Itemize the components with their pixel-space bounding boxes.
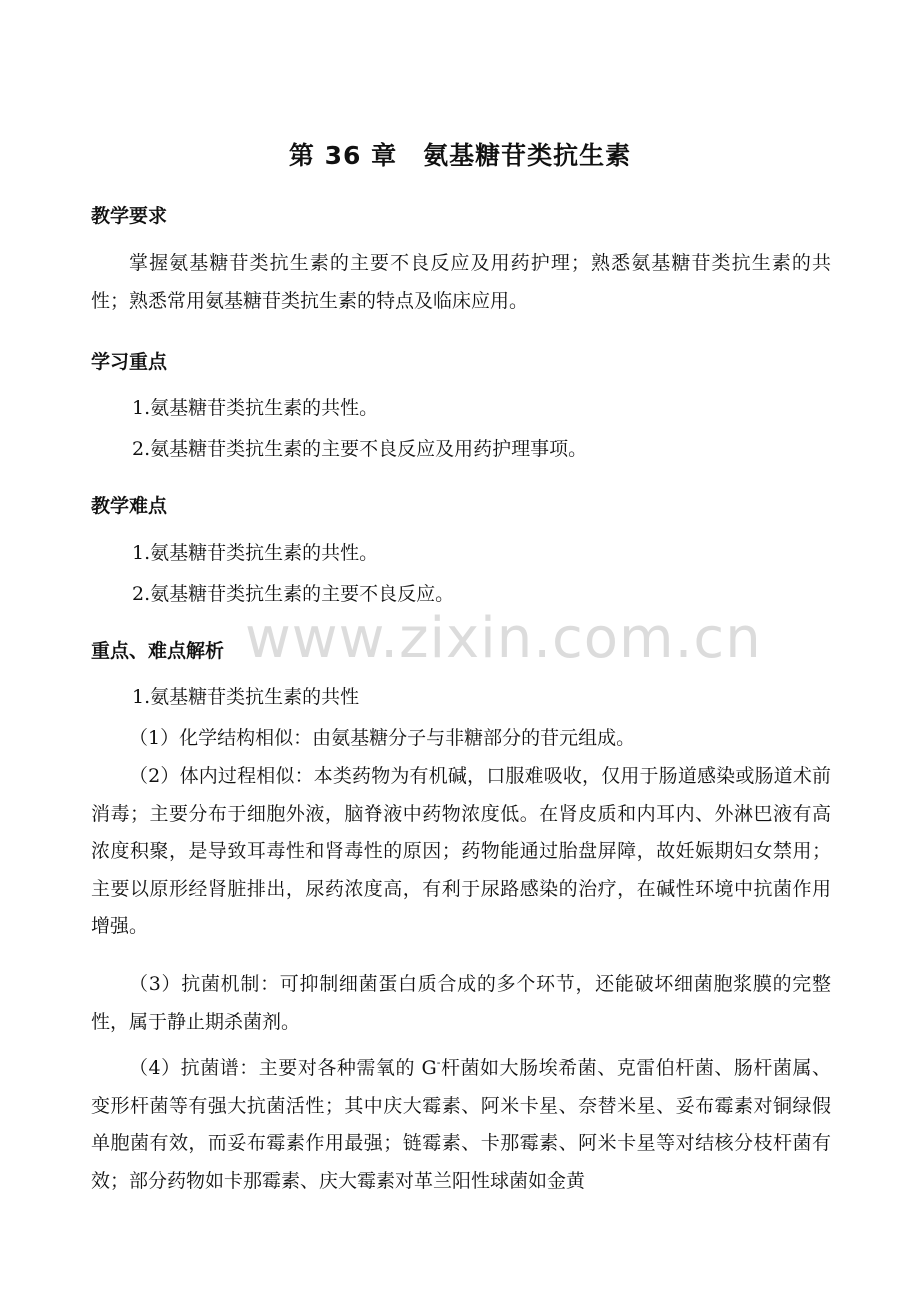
p4-after: 杆菌如大肠埃希菌、克雷伯杆菌、肠杆菌属、变形杆菌等有强大抗菌活性；其中庆大霉素、阿米卡星、奈替米星、妥布霉素对铜绿假单胞菌有效，而妥布霉素作用最强；链霉素、卡那霉素、阿米卡星等对结核分枝杆菌有效；部分药物如卡那霉素、庆大霉素对革兰阳性球菌如金黄 — [91, 1057, 831, 1192]
key-point-2: 2.氨基糖苷类抗生素的主要不良反应及用药护理事项。 — [132, 438, 588, 460]
heading-analysis: 重点、难点解析 — [91, 640, 225, 662]
analysis-paragraph-3: （3）抗菌机制：可抑制细菌蛋白质合成的多个环节，还能破坏细菌胞浆膜的完整性，属于静止期杀菌剂。 — [91, 973, 831, 1033]
analysis-paragraph-2: （2）体内过程相似：本类药物为有机碱，口服难吸收，仅用于肠道感染或肠道术前消毒；主要分布于细胞外液，脑脊液中药物浓度低。在肾皮质和内耳内、外淋巴液有高浓度积聚，是导致耳毒性和肾毒性的原因；药物能通过胎盘屏障，故妊娠期妇女禁用；主要以原形经肾脏排出，尿药浓度高，有利于尿路感染的治疗，在碱性环境中抗菌作用增强。 — [91, 765, 831, 937]
key-point-1: 1.氨基糖苷类抗生素的共性。 — [132, 397, 379, 419]
chapter-title: 第 36 章 氨基糖苷类抗生素 — [288, 141, 632, 170]
analysis-subheading: 1.氨基糖苷类抗生素的共性 — [132, 686, 360, 708]
p4-before: （4）抗菌谱：主要对各种需氧的 G — [129, 1057, 437, 1079]
gram-negative-sup: - — [436, 1056, 441, 1069]
heading-key-points: 学习重点 — [91, 351, 168, 373]
heading-difficulties: 教学难点 — [91, 495, 168, 517]
difficulty-2: 2.氨基糖苷类抗生素的主要不良反应。 — [132, 583, 455, 605]
watermark: www.zixin.com.cn — [245, 606, 762, 671]
analysis-paragraph-4 — [91, 1050, 831, 1200]
difficulty-1: 1.氨基糖苷类抗生素的共性。 — [132, 542, 379, 564]
analysis-paragraph-1: （1）化学结构相似：由氨基糖分子与非糖部分的苷元组成。 — [129, 727, 636, 749]
heading-requirements: 教学要求 — [91, 205, 168, 227]
requirements-text: 掌握氨基糖苷类抗生素的主要不良反应及用药护理；熟悉氨基糖苷类抗生素的共性；熟悉常用氨基糖苷类抗生素的特点及临床应用。 — [91, 252, 831, 312]
